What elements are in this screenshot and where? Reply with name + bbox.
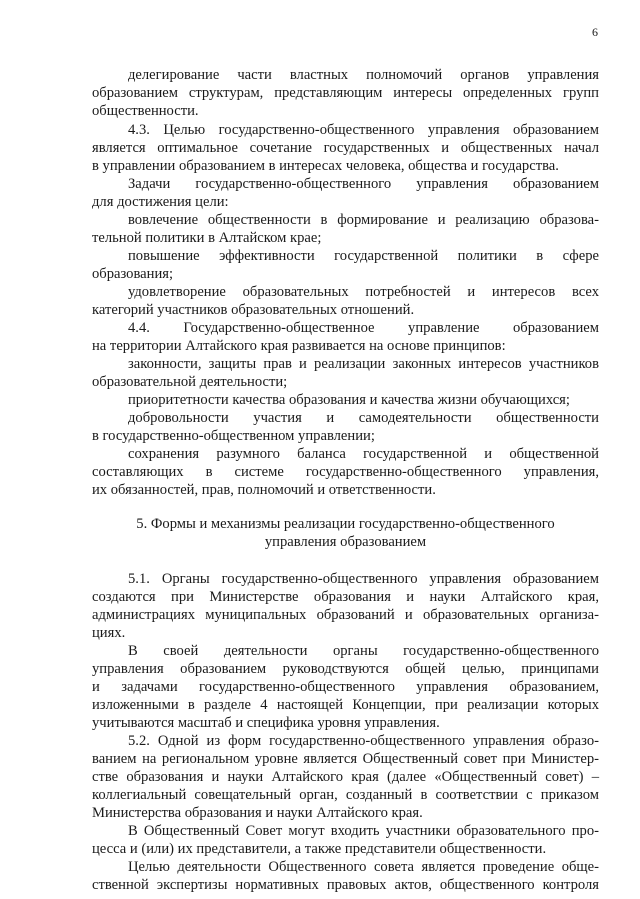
text-line: В своей деятельности органы государственно-общественного [128,643,599,659]
text-line: 5.1. Органы государственно-общественного управления образованием [128,571,599,587]
text-line: образования; [92,266,174,282]
text-line: приоритетности качества образования и качества жизни обучающихся; [128,392,570,408]
text-line: образованием структурам, представляющим интересы определенных групп [92,85,599,101]
text-line: является оптимальное сочетание государственных и общественных начал [92,140,599,156]
text-line: сохранения разумного баланса государственной и общественной [128,446,599,462]
section-heading: 5. Формы и механизмы реализации государственно-общественного [136,516,555,532]
text-line: циях. [92,625,126,641]
text-line: их обязанностей, прав, полномочий и ответственности. [92,482,436,498]
text-line: общественности. [92,103,199,119]
text-line: на территории Алтайского края развивается на основе принципов: [92,338,506,354]
text-line: 4.4. Государственно-общественное управление образованием [128,320,599,336]
text-line: ванием на региональном уровне является Общественный совет при Министер- [92,751,599,767]
text-line: администрациях муниципальных образований и образовательных организа- [92,607,599,623]
text-line: вовлечение общественности в формирование и реализацию образова- [128,212,599,228]
text-line: законности, защиты прав и реализации законных интересов участников [128,356,599,372]
text-line: создаются при Министерстве образования и науки Алтайского края, [92,589,599,605]
text-line: Целью деятельности Общественного совета является проведение обще- [128,859,599,875]
text-line: стве образования и науки Алтайского края (далее «Общественный совет) – [92,769,599,785]
text-line: составляющих в системе государственно-общественного управления, [92,464,599,480]
text-line: изложенными в разделе 4 настоящей Концепции, при реализации которых [92,697,599,713]
text-line: добровольности участия и самодеятельности общественности [128,410,599,426]
text-line: для достижения цели: [92,194,229,210]
text-line: 4.3. Целью государственно-общественного управления образованием [128,122,599,138]
text-line: делегирование части властных полномочий органов управления [128,67,599,83]
text-line: образовательной деятельности; [92,374,288,390]
text-line: ственной экспертизы нормативных правовых актов, общественного контроля [92,877,599,893]
text-line: в государственно-общественном управлении; [92,428,375,444]
text-line: коллегиальный совещательный орган, созданный в соответствии с приказом [92,787,599,803]
text-line: повышение эффективности государственной политики в сфере [128,248,599,264]
text-line: и задачами государственно-общественного управления образованием, [92,679,599,695]
text-line: тельной политики в Алтайском крае; [92,230,322,246]
text-line: категорий участников образовательных отношений. [92,302,415,318]
text-line: цесса и (или) их представители, а также представители общественности. [92,841,547,857]
text-line: в управлении образованием в интересах человека, общества и государства. [92,158,559,174]
text-line: управления образованием руководствуются общей целью, принципами [92,661,599,677]
section-heading: управления образованием [264,534,427,550]
text-line: Министерства образования и науки Алтайского края. [92,805,423,821]
text-line: удовлетворение образовательных потребностей и интересов всех [128,284,599,300]
text-line: Задачи государственно-общественного управления образованием [128,176,599,192]
page-number: 6 [592,25,598,39]
text-line: В Общественный Совет могут входить участники образовательного про- [128,823,599,839]
text-line: учитываются масштаб и специфика уровня управления. [92,715,440,731]
text-line: 5.2. Одной из форм государственно-общественного управления образо- [128,733,599,749]
